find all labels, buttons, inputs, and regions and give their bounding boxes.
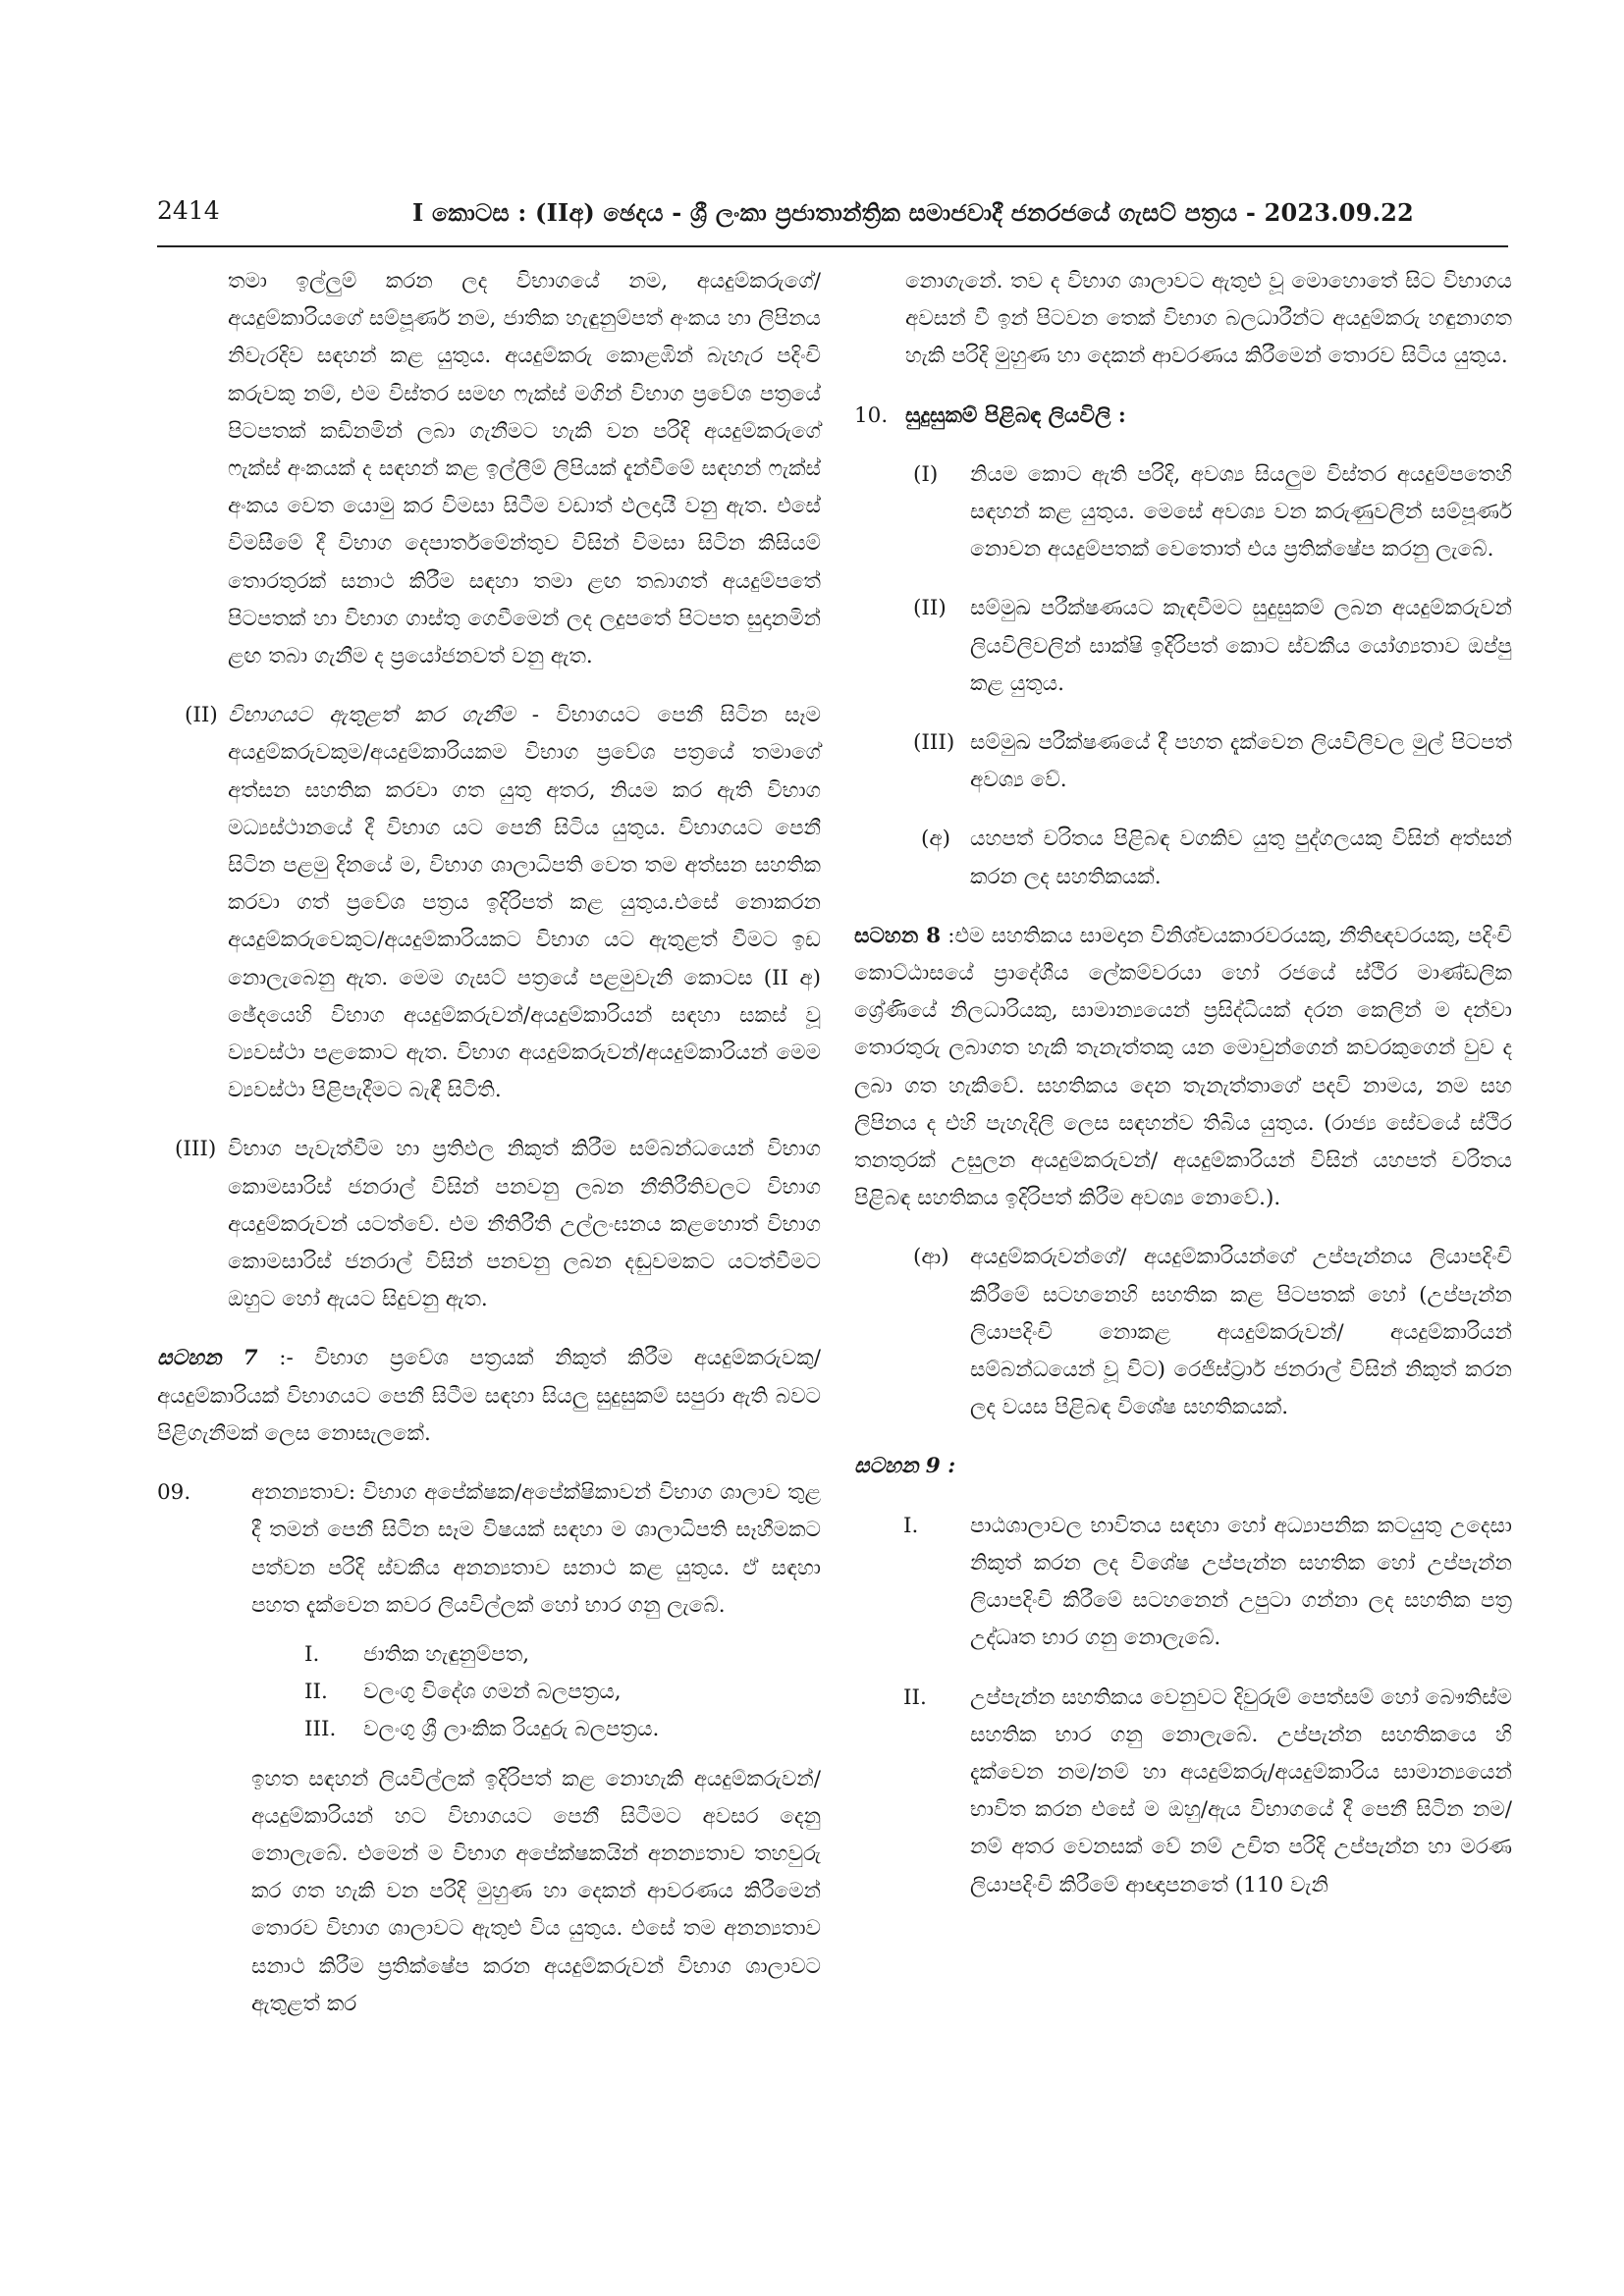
note-9-item-ii — [854, 1680, 1512, 1904]
item-number: (II) — [913, 596, 947, 621]
item-number: (අ) — [921, 827, 951, 852]
item-number: I. — [903, 1513, 919, 1538]
list-item — [304, 1636, 821, 1674]
list-number: III. — [304, 1717, 337, 1742]
left-column — [157, 263, 821, 2045]
item-number: (I) — [913, 461, 939, 487]
sub-item-aa — [854, 1239, 1512, 1426]
item-iii-rules — [157, 1131, 821, 1318]
note-7 — [157, 1340, 821, 1453]
running-title: I කොටස : (IIඅ) ඡෙදය - ශ්‍රී ලංකා ප්‍රජාතාන්ත්‍රික සමාජවාදී ජනරජයේ ගැසට් පත්‍රය - 2023.09.22 — [412, 198, 1414, 227]
list-text: ජාතික හැඳුනුම්පත, — [363, 1641, 530, 1667]
item-number: (III) — [913, 730, 955, 756]
section-09-continuation: ඉහත සඳහන් ලියවිල්ලක් ඉදිරිපත් කළ නොහැකි අයදුම්කරුවන්/අයදුම්කාරියන් හට විභාගයට පෙනී සිටීමට අවසර දෙනු නොලැබේ. එමෙන් ම විභාග අපේක්ෂකයින් අනන්‍යතාව තහවුරු කර ගත හැකි වන පරිදි මුහුණ හා දෙකන් ආවරණය කිරීමෙන් තොරව විභාග ශාලාවට ඇතුළු විය යුතුය. එසේ තම අනන්‍යතාව සනාථ කිරීම ප්‍රතික්ෂේප කරන අයදුම්කරුවන් විභාග ශාලාවට ඇතුළත් කර — [251, 1766, 821, 2016]
section-10-item-iii — [854, 724, 1512, 799]
item-number: (II) — [185, 703, 218, 728]
note-9-label: සටහන 9 : — [854, 1454, 956, 1479]
right-column — [854, 263, 1512, 1926]
note-label: සටහන 8 — [854, 923, 942, 948]
item-text: සම්මුඛ පරීක්ෂණයට කැඳවීමට සුදුසුකම් ලබන අයදුම්කරුවන් ලියවිලිවලින් සාක්ෂි ඉදිරිපත් කොට ස්වකීය යෝග්‍යතාව ඔප්පු කළ යුතුය. — [970, 596, 1512, 696]
item-text: විභාග පැවැත්වීම හා ප්‍රතිඵල නිකුත් කිරීම සම්බන්ධයෙන් විභාග කොමසාරිස් ජනරාල් විසින් පනවනු ලබන නීතිරීතිවලට විභාග අයදුම්කරුවන් යටත්වේ. එම නීතිරීති උල්ලංඝනය කළහොත් විභාග කොමසාරිස් ජනරාල් විසින් පනවනු ලබන දඬුවමකට යටත්වීමට ඔහුට හෝ ඇයට සිදුවනු ඇත. — [228, 1137, 821, 1312]
note-text: :එම සහතිකය සාමදාන විනිශ්චයකාරවරයකු, නීතිඥවරයකු, පදිංචි කොට්ඨාසයේ ප්‍රාදේශීය ලේකම්වරයා හෝ රජයේ ස්ථිර මාණ්ඩලික ශ්‍රේණියේ නිලධාරියකු, සාමාන්‍යයෙන් ප්‍රසිද්ධියක් දරන කෙලින් ම දන්වා තොරතුරු ලබාගත හැකි තැනැත්තකු යන මොවුන්ගෙන් කවරකුගෙන් වුව ද ලබා ගත හැකිවේ. සහතිකය දෙන තැනැත්තාගේ පදවි නාමය, නම සහ ලිපිනය ද එහි පැහැදිලි ලෙස සඳහන්ව තිබිය යුතුය. (රාජ්‍ය සේවයේ ස්ථිර තනතුරක් උසුලන අයදුම්කරුවන්/ අයදුම්කාරියන් විසින් යහපත් චරිතය පිළිබඳ සහතිකය ඉදිරිපත් කිරීම අවශ්‍ය නොවේ.). — [854, 923, 1512, 1211]
identity-document-list — [157, 1636, 821, 1749]
list-number: II. — [304, 1680, 328, 1705]
header-rule — [157, 245, 1508, 247]
list-item — [304, 1711, 821, 1748]
item-text: නියම කොට ඇති පරිදි, අවශ්‍ය සියලුම විස්තර අයදුම්පතෙහි සඳහන් කළ යුතුය. මෙසේ අවශ්‍ය වන කරුණුවලින් සම්පූර්ණ නොවන අයදුම්පතක් වෙතොත් එය ප්‍රතික්ෂේප කරනු ලැබේ. — [970, 461, 1512, 562]
item-text: යහපත් චරිතය පිළිබඳ වගකිව යුතු පුද්ගලයකු විසින් අත්සන් කරන ලද සහතිකයක්. — [970, 827, 1512, 889]
item-ii-admission — [157, 697, 821, 1109]
item-number: (III) — [175, 1137, 217, 1162]
section-number: 10. — [854, 402, 889, 428]
item-title: විභාගයට ඇතුළත් කර ගැනීම — [228, 703, 515, 728]
list-text: වලංගු විදේශ ගමන් බලපත්‍රය, — [363, 1680, 622, 1705]
note-8 — [854, 918, 1512, 1218]
note-9-item-i — [854, 1508, 1512, 1658]
section-09-identity — [157, 1474, 821, 1625]
item-number: II. — [903, 1684, 927, 1710]
item-text: අයදුම්කරුවන්ගේ/ අයදුම්කාරියන්ගේ උප්පැන්නය ලියාපදිංචි කිරීමේ සටහනෙහි සහතික කළ පිටපතක් හෝ (උප්පැන්න ලියාපදිංචි නොකළ අයදුම්කරුවන්/ අයදුම්කාරියන් සම්බන්ධයෙන් වූ විට) රෙජිස්ට්‍රාර් ජනරාල් විසින් නිකුත් කරන ලද වයස පිළිබඳ විශේෂ සහතිකයක්. — [970, 1245, 1512, 1420]
list-text: වලංගු ශ්‍රී ලාංකික රියදුරු බලපත්‍රය. — [363, 1717, 660, 1742]
list-number: I. — [304, 1641, 320, 1667]
note-label: සටහන 7 — [157, 1346, 258, 1371]
continued-paragraph: තමා ඉල්ලුම් කරන ලද විභාගයේ නම, අයදුම්කරුගේ/ අයදුම්කාරියගේ සම්පූර්ණ නම, ජාතික හැඳුනුම්පත් අංකය හා ලිපිනය නිවැරදිව සඳහන් කළ යුතුය. අයදුම්කරු කොළඹින් බැහැර පදිංචි කරුවකු නම්, එම විස්තර සමඟ ෆැක්ස් මගින් විභාග ප්‍රවේශ පත්‍රයේ පිටපතක් කඩිනමින් ලබා ගැනීමට හැකි වන පරිදි අයදුම්කරුගේ ෆැක්ස් අංකයක් ද සඳහන් කළ ඉල්ලීම් ලිපියක් දැන්වීමේ සඳහන් ෆැක්ස් අංකය වෙත යොමු කර විමසා සිටීම වඩාත් ඵලදායී වනු ඇත. එසේ විමසීමේ දී විභාග දෙපාර්තමේන්තුව විසින් විමසා සිටින කිසියම් තොරතුරක් සනාථ කිරීම සඳහා තමා ළඟ තබාගත් අයදුම්පතේ පිටපතක් හා විභාග ගාස්තු ගෙවීමෙන් ලද ලදුපතේ පිටපත සුදානමින් ළඟ තබා ගැනීම ද ප්‍රයෝජනවත් වනු ඇත. — [228, 269, 821, 669]
section-number: 09. — [157, 1480, 191, 1506]
item-text: උප්පැන්න සහතිකය වෙනුවට දිවුරුම් පෙත්සම් හෝ බෞතිස්ම සහතික භාර ගනු නොලැබේ. උප්පැන්න සහතිකයෙ හි දැක්වෙන නම/නම් හා අයදුම්කරු/අයදුම්කාරිය සාමාන්‍යයෙන් භාවිත කරන එසේ ම ඔහු/ඇය විභාගයේ දී පෙනී සිටින නම/නම් අතර වෙනසක් වේ නම් උචිත පරිදි උප්පැන්න හා මරණ ලියාපදිංචි කිරීමේ ආඥාපනතේ (110 වැනි — [970, 1684, 1512, 1897]
sub-item-a — [854, 821, 1512, 895]
page-number: 2414 — [157, 196, 220, 225]
item-text: පාඨශාලාවල භාවිතය සඳහා හෝ අධ්‍යාපනික කටයුතු උදෙසා නිකුත් කරන ලද විශේෂ උප්පැන්න සහතික හෝ උප්පැන්න ලියාපදිංචි කිරීමේ සටහනෙන් උපුටා ගන්නා ලද සහතික පත්‍ර උද්ධෘත භාර ගනු නොලැබේ. — [970, 1513, 1512, 1651]
item-text: සම්මුඛ පරීක්ෂණයේ දී පහත දැක්වෙන ලියවිලිවල මුල් පිටපත් අවශ්‍ය වේ. — [970, 730, 1512, 793]
section-10-item-ii — [854, 590, 1512, 703]
continued-paragraph: නොගැනේ. තව ද විභාග ශාලාවට ඇතුළු වූ මොහොතේ සිට විභාගය අවසන් වී ඉන් පිටවන තෙක් විභාග බලධාරීන්ට අයදුම්කරු හඳුනාගත හැකි පරිදි මුහුණ හා දෙකන් ආවරණය කිරීමෙන් තොරව සිටිය යුතුය. — [905, 269, 1512, 369]
item-number: (ආ) — [913, 1245, 949, 1270]
section-title: සුදුසුකම් පිළිබඳ ලියවිලි : — [905, 402, 1126, 428]
section-10-heading — [854, 398, 1512, 435]
item-text: - විභාගයට පෙනී සිටින සෑම අයදුම්කරුවකුම/අයදුම්කාරියකම විභාග ප්‍රවේශ පත්‍රයේ තමාගේ අත්සන සහතික කරවා ගත යුතු අතර, නියම කර ඇති විභාග මධ්‍යස්ථානයේ දී විභාග යට පෙනී සිටිය යුතුය. විභාගයට පෙනී සිටින පළමු දිනයේ ම, විභාග ශාලාධිපති වෙත තම අත්සන සහතික කරවා ගත් ප්‍රවේශ පත්‍රය ඉදිරිපත් කළ යුතුය.එසේ නොකරන අයදුම්කරුවෙකුට/අයදුම්කාරියකට විභාග යට ඇතුළත් වීමට ඉඩ නොලැබෙනු ඇත. මෙම ගැසට් පත්‍රයේ පළමුවැනි කොටස (II අ) ඡේදයෙහි විභාග අයදුම්කරුවන්/අයදුම්කාරියන් සඳහා සකස් වූ ව්‍යවස්ථා පළකොට ඇත. විභාග අයදුම්කරුවන්/අයදුම්කාරියන් මෙම ව්‍යවස්ථා පිළිපැදීමට බැඳී සිටිති. — [228, 703, 822, 1103]
section-text: අනන්‍යතාව: විභාග අපේක්ෂක/අපේක්ෂිකාවන් විභාග ශාලාව තුළ දී තමන් පෙනී සිටින සෑම විෂයක් සඳහා ම ශාලාධිපති සෑහීමකට පත්වන පරිදි ස්වකීය අනන්‍යතාව සනාථ කළ යුතුය. ඒ සඳහා පහත දැක්වෙන කවර ලියවිල්ලක් හෝ භාර ගනු ලැබේ. — [251, 1480, 821, 1618]
page-header — [157, 196, 1512, 243]
section-10-item-i — [854, 456, 1512, 569]
note-text: :- විභාග ප්‍රවේශ පත්‍රයක් නිකුත් කිරීම අයදුම්කරුවකු/ අයදුම්කාරියක් විභාගයට පෙනී සිටීම සඳහා සියලු සුදුසුකම් සපුරා ඇති බවට පිළිගැනීමක් ලෙස නොසැලකේ. — [157, 1346, 821, 1446]
list-item — [304, 1674, 821, 1711]
